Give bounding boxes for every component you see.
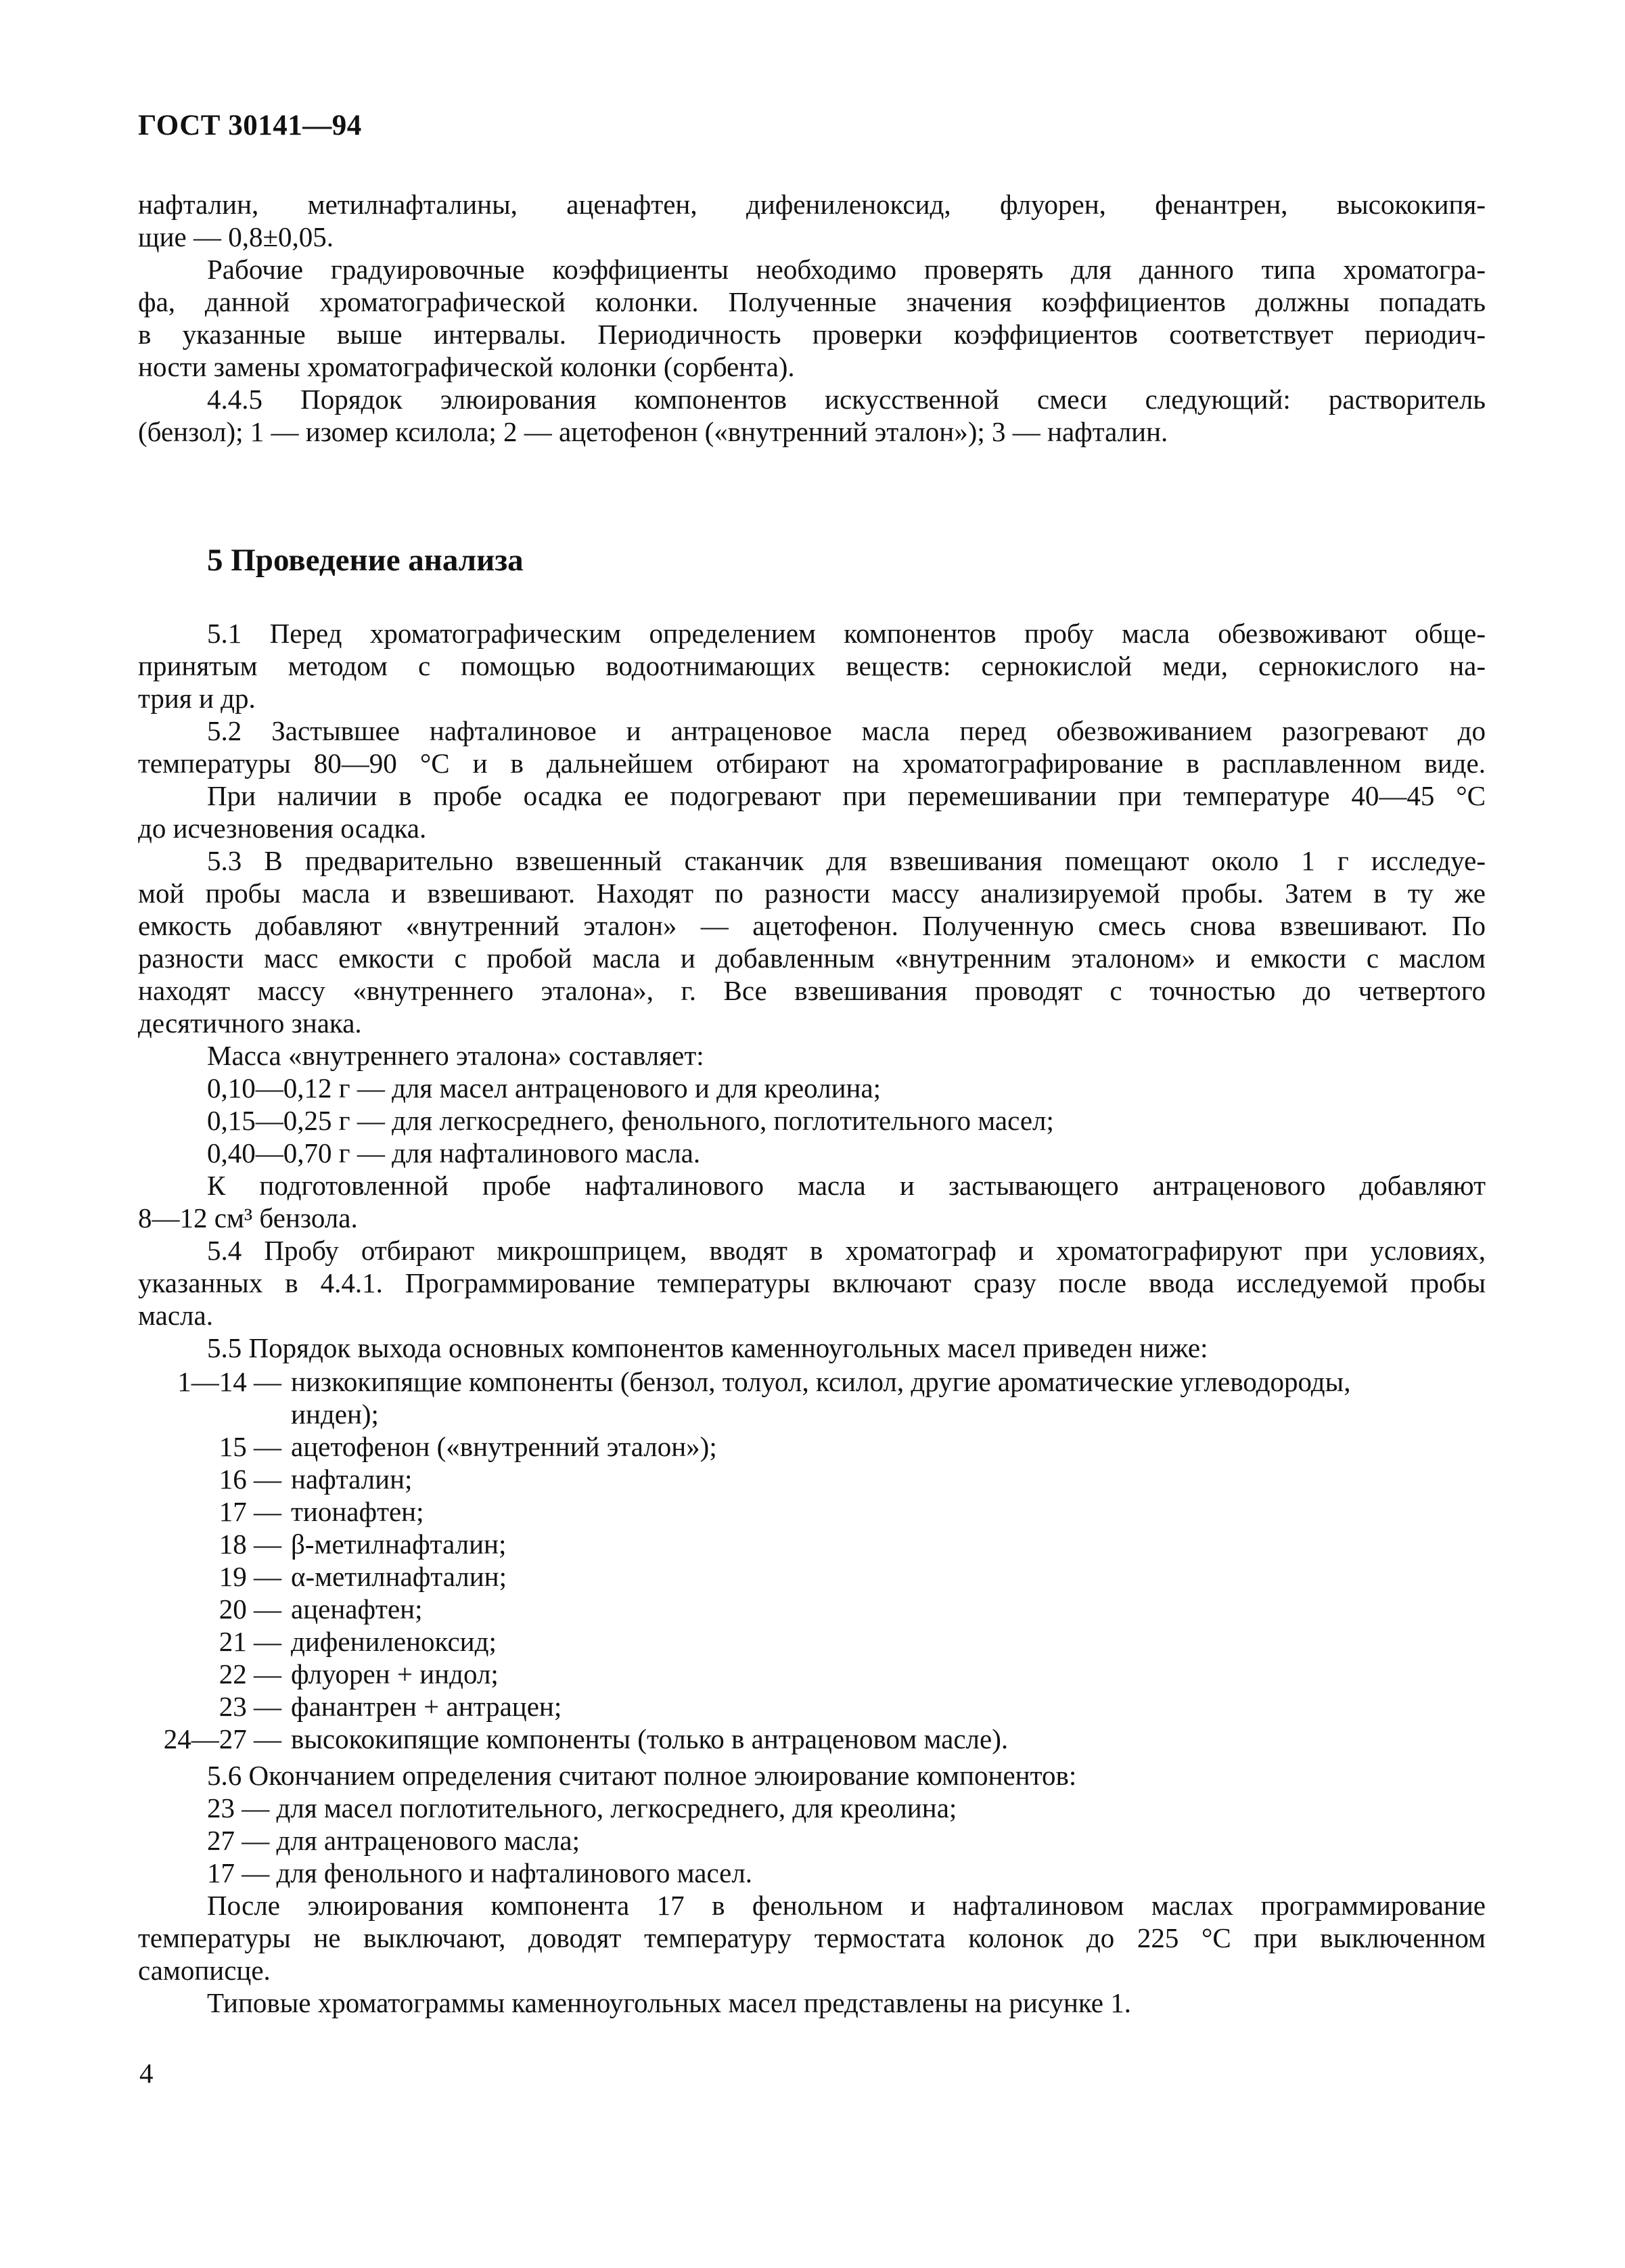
text-line: щие — 0,8±0,05. — [138, 221, 334, 252]
text-line: 0,10—0,12 г — для масел антраценового и для креолина; — [207, 1072, 882, 1104]
text-line: фа, данной хроматографической колонки. Полученные значения коэффициентов должны попадать — [138, 286, 1486, 317]
list-item-number: 18 — — [219, 1528, 281, 1560]
text-line: 27 — для антраценового масла; — [207, 1825, 580, 1856]
text-line: принятым методом с помощью водоотнимающих веществ: сернокислой меди, сернокислого на- — [138, 650, 1486, 681]
list-item-text: инден); — [291, 1399, 379, 1430]
text-line: температуры не выключают, доводят температуру термостата колонок до 225 °С при выключенном — [138, 1922, 1486, 1953]
text-line: 5.4 Пробу отбирают микрошприцем, вводят в хроматограф и хроматографируют при условиях, — [207, 1235, 1486, 1266]
list-item — [153, 1528, 506, 1560]
list-item-text: β-метилнафталин; — [291, 1528, 507, 1560]
text-line: указанных в 4.4.1. Программирование температуры включают сразу после ввода исследуемой пробы — [138, 1267, 1486, 1298]
list-item-text: дифениленоксид; — [291, 1626, 497, 1657]
text-line: 23 — для масел поглотительного, легкосреднего, для креолина; — [207, 1792, 957, 1823]
list-item-text: ацетофенон («внутренний эталон»); — [291, 1431, 717, 1462]
list-item — [153, 1723, 1008, 1755]
text-line: Масса «внутреннего эталона» составляет: — [207, 1040, 704, 1071]
text-line: масла. — [138, 1300, 213, 1331]
list-item-number: 23 — — [219, 1691, 281, 1722]
text-line: 5.1 Перед хроматографическим определением компонентов пробу масла обезвоживают обще- — [207, 618, 1486, 649]
text-line: трия и др. — [138, 683, 256, 714]
text-line: При наличии в пробе осадка ее подогревают при перемешивании при температуре 40—45 °С — [207, 780, 1486, 811]
list-item-text: низкокипящие компоненты (бензол, толуол, ксилол, другие ароматические углеводороды, — [291, 1366, 1351, 1397]
list-item-text: тионафтен; — [291, 1496, 424, 1527]
list-item — [153, 1463, 412, 1495]
list-item-number: 24—27 — — [163, 1723, 281, 1754]
text-line: 5.5 Порядок выхода основных компонентов каменноугольных масел приведен ниже: — [207, 1332, 1208, 1363]
text-line: до исчезновения осадка. — [138, 813, 427, 844]
list-item — [153, 1365, 1350, 1398]
list-item — [153, 1690, 562, 1723]
text-line: 0,40—0,70 г — для нафталинового масла. — [207, 1137, 701, 1169]
list-item-number: 17 — — [219, 1496, 281, 1527]
list-item-number: 15 — — [219, 1431, 281, 1462]
text-line: 4.4.5 Порядок элюирования компонентов искусственной смеси следующий: растворитель — [207, 384, 1486, 415]
list-item-number: 22 — — [219, 1658, 281, 1689]
list-item-text: флуорен + индол; — [291, 1658, 499, 1689]
list-item-text: аценафтен; — [291, 1593, 423, 1625]
text-line: 5.2 Застывшее нафталиновое и антраценовое масла перед обезвоживанием разогревают до — [207, 715, 1486, 746]
text-line: находят массу «внутреннего эталона», г. Все взвешивания проводят с точностью до четвертого — [138, 975, 1486, 1006]
text-line: температуры 80—90 °С и в дальнейшем отбирают на хроматографирование в расплавленном виде. — [138, 748, 1486, 779]
list-item — [153, 1625, 497, 1658]
text-line: разности масс емкости с пробой масла и добавленным «внутренним эталоном» и емкости с маслом — [138, 943, 1486, 974]
page-number: 4 — [139, 2058, 154, 2089]
list-item-number: 19 — — [219, 1561, 281, 1592]
text-line: ности замены хроматографической колонки (сорбента). — [138, 351, 795, 382]
text-line: 5.3 В предварительно взвешенный стаканчик для взвешивания помещают около 1 г исследуе- — [207, 845, 1486, 876]
text-line: 5.6 Окончанием определения считают полное элюирование компонентов: — [207, 1760, 1077, 1791]
text-line: 0,15—0,25 г — для легкосреднего, фенольного, поглотительного масел; — [207, 1105, 1054, 1136]
list-item — [153, 1495, 424, 1528]
text-line: десятичного знака. — [138, 1007, 362, 1039]
text-line: После элюирования компонента 17 в фенольном и нафталиновом маслах программирование — [207, 1890, 1486, 1921]
list-item-text: α-метилнафталин; — [291, 1561, 507, 1592]
text-line: Рабочие градуировочные коэффициенты необходимо проверять для данного типа хроматогра- — [207, 254, 1486, 285]
text-line: 8—12 см³ бензола. — [138, 1202, 358, 1233]
text-line: нафталин, метилнафталины, аценафтен, дифениленоксид, флуорен, фенантрен, высококипя- — [138, 189, 1486, 220]
list-item-number: 16 — — [219, 1464, 281, 1495]
list-item-text: нафталин; — [291, 1464, 413, 1495]
text-line: мой пробы масла и взвешивают. Находят по разности массу анализируемой пробы. Затем в ту же — [138, 878, 1486, 909]
section-title: 5 Проведение анализа — [207, 543, 524, 578]
list-item — [153, 1593, 423, 1625]
list-item-number: 1—14 — — [177, 1366, 281, 1397]
list-item-text: высококипящие компоненты (только в антраценовом масле). — [291, 1723, 1009, 1754]
document-header: ГОСТ 30141—94 — [138, 110, 362, 141]
list-item — [153, 1560, 507, 1593]
text-line: Типовые хроматограммы каменноугольных масел представлены на рисунке 1. — [207, 1987, 1131, 2018]
list-item — [153, 1398, 379, 1430]
text-line: самописце. — [138, 1955, 271, 1986]
text-line: (бензол); 1 — изомер ксилола; 2 — ацетофенон («внутренний эталон»); 3 — нафталин. — [138, 416, 1168, 447]
list-item-number: 20 — — [219, 1593, 281, 1625]
text-line: емкость добавляют «внутренний эталон» — ацетофенон. Полученную смесь снова взвешивают. По — [138, 910, 1486, 941]
list-item-number: 21 — — [219, 1626, 281, 1657]
text-line: 17 — для фенольного и нафталинового масел. — [207, 1857, 753, 1888]
list-item-text: фанантрен + антрацен; — [291, 1691, 562, 1722]
list-item — [153, 1658, 499, 1690]
text-line: в указанные выше интервалы. Периодичность проверки коэффициентов соответствует периодич- — [138, 319, 1486, 350]
list-item — [153, 1430, 717, 1463]
text-line: К подготовленной пробе нафталинового масла и застывающего антраценового добавляют — [207, 1170, 1486, 1201]
